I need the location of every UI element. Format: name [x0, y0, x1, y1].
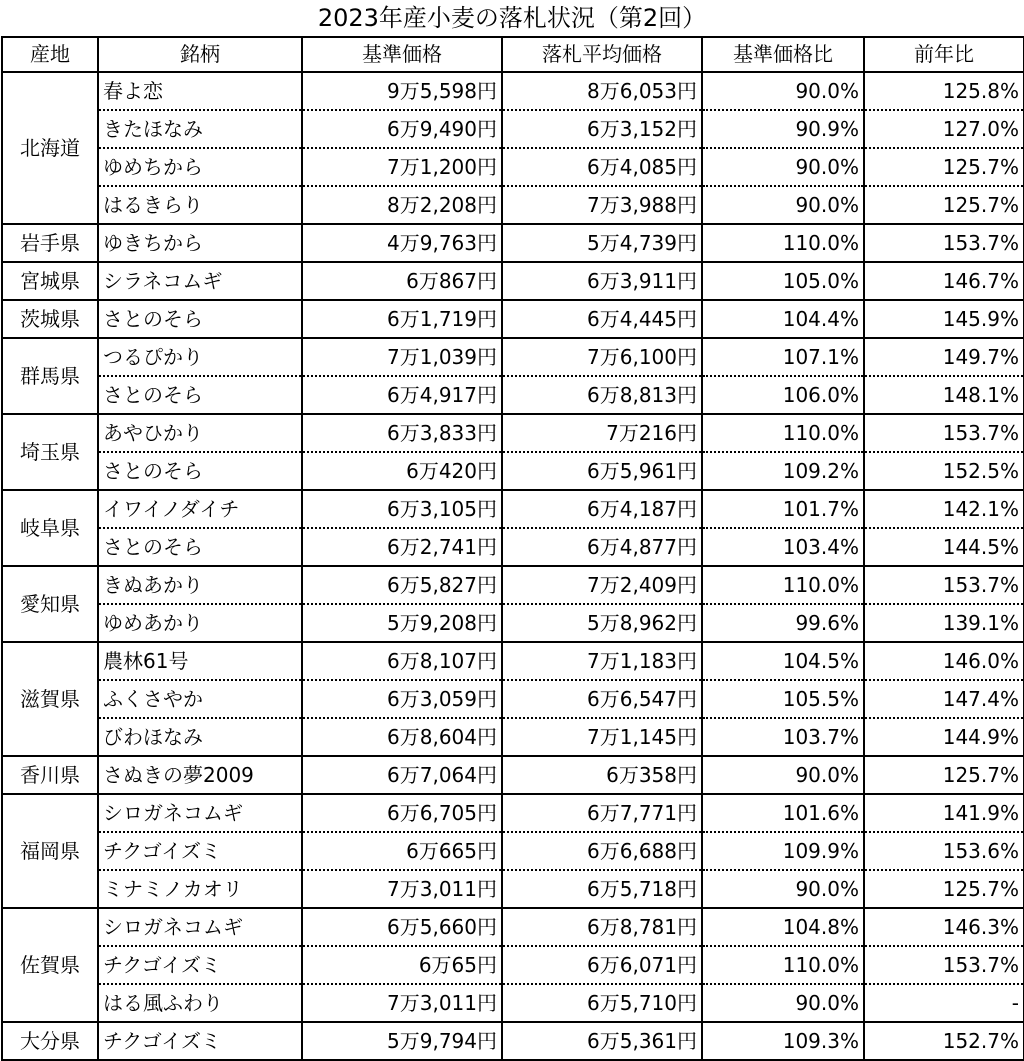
- brand-cell: きたほなみ: [98, 110, 302, 148]
- table-row: [2, 946, 1024, 984]
- table-row: [2, 794, 1024, 832]
- avg-price-cell: 6万8,813円: [502, 376, 702, 414]
- base-ratio-cell: 90.0%: [702, 870, 864, 908]
- base-price-cell: 6万3,833円: [302, 414, 502, 452]
- header-avg-price: 落札平均価格: [502, 37, 702, 72]
- table-row: [2, 186, 1024, 224]
- table-row: [2, 718, 1024, 756]
- table-row: [2, 224, 1024, 262]
- prefecture-cell: 埼玉県: [2, 414, 98, 490]
- base-price-cell: 6万7,064円: [302, 756, 502, 794]
- header-prefecture: 産地: [2, 37, 98, 72]
- base-ratio-cell: 90.0%: [702, 72, 864, 110]
- yoy-cell: 144.9%: [864, 718, 1024, 756]
- brand-cell: つるぴかり: [98, 338, 302, 376]
- table-row: [2, 110, 1024, 148]
- base-ratio-cell: 110.0%: [702, 946, 864, 984]
- table-row: [2, 1022, 1024, 1060]
- brand-cell: 春よ恋: [98, 72, 302, 110]
- table-body: [2, 72, 1024, 1060]
- base-price-cell: 6万5,660円: [302, 908, 502, 946]
- base-price-cell: 6万3,059円: [302, 680, 502, 718]
- brand-cell: はる風ふわり: [98, 984, 302, 1022]
- prefecture-cell: 岩手県: [2, 224, 98, 262]
- table-row: [2, 376, 1024, 414]
- brand-cell: シラネコムギ: [98, 262, 302, 300]
- table-row: [2, 756, 1024, 794]
- brand-cell: ふくさやか: [98, 680, 302, 718]
- prefecture-cell: 福岡県: [2, 794, 98, 908]
- brand-cell: ミナミノカオリ: [98, 870, 302, 908]
- yoy-cell: 152.5%: [864, 452, 1024, 490]
- table-row: [2, 414, 1024, 452]
- prefecture-cell: 岐阜県: [2, 490, 98, 566]
- base-ratio-cell: 109.9%: [702, 832, 864, 870]
- base-ratio-cell: 103.7%: [702, 718, 864, 756]
- brand-cell: チクゴイズミ: [98, 832, 302, 870]
- base-ratio-cell: 90.0%: [702, 756, 864, 794]
- avg-price-cell: 6万3,152円: [502, 110, 702, 148]
- yoy-cell: 127.0%: [864, 110, 1024, 148]
- base-ratio-cell: 101.7%: [702, 490, 864, 528]
- brand-cell: あやひかり: [98, 414, 302, 452]
- table-row: [2, 870, 1024, 908]
- avg-price-cell: 5万8,962円: [502, 604, 702, 642]
- table-row: [2, 604, 1024, 642]
- table-row: [2, 566, 1024, 604]
- base-price-cell: 6万8,604円: [302, 718, 502, 756]
- yoy-cell: 142.1%: [864, 490, 1024, 528]
- base-price-cell: 7万1,039円: [302, 338, 502, 376]
- base-price-cell: 6万665円: [302, 832, 502, 870]
- base-ratio-cell: 101.6%: [702, 794, 864, 832]
- brand-cell: さぬきの夢2009: [98, 756, 302, 794]
- avg-price-cell: 7万216円: [502, 414, 702, 452]
- avg-price-cell: 6万8,781円: [502, 908, 702, 946]
- table-row: [2, 148, 1024, 186]
- yoy-cell: 125.7%: [864, 756, 1024, 794]
- base-price-cell: 6万9,490円: [302, 110, 502, 148]
- yoy-cell: 125.7%: [864, 186, 1024, 224]
- base-ratio-cell: 105.5%: [702, 680, 864, 718]
- brand-cell: ゆきちから: [98, 224, 302, 262]
- brand-cell: シロガネコムギ: [98, 794, 302, 832]
- yoy-cell: 153.6%: [864, 832, 1024, 870]
- base-ratio-cell: 90.0%: [702, 148, 864, 186]
- header-yoy: 前年比: [864, 37, 1024, 72]
- avg-price-cell: 6万5,710円: [502, 984, 702, 1022]
- avg-price-cell: 6万5,718円: [502, 870, 702, 908]
- wheat-bid-table: [1, 36, 1024, 1061]
- yoy-cell: 152.7%: [864, 1022, 1024, 1060]
- base-ratio-cell: 90.0%: [702, 186, 864, 224]
- prefecture-cell: 愛知県: [2, 566, 98, 642]
- prefecture-cell: 滋賀県: [2, 642, 98, 756]
- yoy-cell: 148.1%: [864, 376, 1024, 414]
- table-row: [2, 908, 1024, 946]
- avg-price-cell: 6万5,961円: [502, 452, 702, 490]
- base-ratio-cell: 104.5%: [702, 642, 864, 680]
- avg-price-cell: 7万1,183円: [502, 642, 702, 680]
- base-ratio-cell: 104.4%: [702, 300, 864, 338]
- base-ratio-cell: 105.0%: [702, 262, 864, 300]
- avg-price-cell: 7万1,145円: [502, 718, 702, 756]
- base-ratio-cell: 109.2%: [702, 452, 864, 490]
- yoy-cell: 139.1%: [864, 604, 1024, 642]
- base-price-cell: 7万3,011円: [302, 870, 502, 908]
- base-ratio-cell: 106.0%: [702, 376, 864, 414]
- base-ratio-cell: 110.0%: [702, 566, 864, 604]
- avg-price-cell: 6万7,771円: [502, 794, 702, 832]
- base-price-cell: 6万8,107円: [302, 642, 502, 680]
- yoy-cell: 146.3%: [864, 908, 1024, 946]
- base-price-cell: 6万65円: [302, 946, 502, 984]
- yoy-cell: 153.7%: [864, 414, 1024, 452]
- header-base-price: 基準価格: [302, 37, 502, 72]
- brand-cell: さとのそら: [98, 452, 302, 490]
- table-row: [2, 490, 1024, 528]
- base-price-cell: 5万9,794円: [302, 1022, 502, 1060]
- avg-price-cell: 6万4,085円: [502, 148, 702, 186]
- prefecture-cell: 佐賀県: [2, 908, 98, 1022]
- base-price-cell: 4万9,763円: [302, 224, 502, 262]
- table-row: [2, 984, 1024, 1022]
- table-row: [2, 642, 1024, 680]
- table-row: [2, 300, 1024, 338]
- base-price-cell: 7万1,200円: [302, 148, 502, 186]
- yoy-cell: 153.7%: [864, 224, 1024, 262]
- brand-cell: 農林61号: [98, 642, 302, 680]
- base-ratio-cell: 90.0%: [702, 984, 864, 1022]
- brand-cell: さとのそら: [98, 528, 302, 566]
- avg-price-cell: 6万4,877円: [502, 528, 702, 566]
- yoy-cell: 146.7%: [864, 262, 1024, 300]
- avg-price-cell: 8万6,053円: [502, 72, 702, 110]
- header-brand: 銘柄: [98, 37, 302, 72]
- yoy-cell: 125.8%: [864, 72, 1024, 110]
- base-ratio-cell: 107.1%: [702, 338, 864, 376]
- yoy-cell: 125.7%: [864, 870, 1024, 908]
- prefecture-cell: 宮城県: [2, 262, 98, 300]
- base-price-cell: 6万1,719円: [302, 300, 502, 338]
- brand-cell: ゆめあかり: [98, 604, 302, 642]
- yoy-cell: 153.7%: [864, 946, 1024, 984]
- yoy-cell: 149.7%: [864, 338, 1024, 376]
- avg-price-cell: 6万4,445円: [502, 300, 702, 338]
- base-ratio-cell: 103.4%: [702, 528, 864, 566]
- table-row: [2, 528, 1024, 566]
- base-ratio-cell: 90.9%: [702, 110, 864, 148]
- header-row: [2, 37, 1024, 72]
- avg-price-cell: 6万6,688円: [502, 832, 702, 870]
- table-row: [2, 338, 1024, 376]
- avg-price-cell: 6万5,361円: [502, 1022, 702, 1060]
- yoy-cell: 145.9%: [864, 300, 1024, 338]
- brand-cell: きぬあかり: [98, 566, 302, 604]
- brand-cell: チクゴイズミ: [98, 1022, 302, 1060]
- prefecture-cell: 大分県: [2, 1022, 98, 1060]
- base-price-cell: 6万4,917円: [302, 376, 502, 414]
- base-price-cell: 6万867円: [302, 262, 502, 300]
- prefecture-cell: 北海道: [2, 72, 98, 224]
- brand-cell: はるきらり: [98, 186, 302, 224]
- page-title: 2023年産小麦の落札状況（第2回）: [317, 4, 707, 32]
- base-price-cell: 6万6,705円: [302, 794, 502, 832]
- prefecture-cell: 茨城県: [2, 300, 98, 338]
- brand-cell: ゆめちから: [98, 148, 302, 186]
- base-price-cell: 9万5,598円: [302, 72, 502, 110]
- yoy-cell: 153.7%: [864, 566, 1024, 604]
- table-row: [2, 452, 1024, 490]
- base-ratio-cell: 110.0%: [702, 414, 864, 452]
- avg-price-cell: 6万3,911円: [502, 262, 702, 300]
- yoy-cell: -: [864, 984, 1024, 1022]
- base-price-cell: 6万3,105円: [302, 490, 502, 528]
- base-ratio-cell: 109.3%: [702, 1022, 864, 1060]
- avg-price-cell: 5万4,739円: [502, 224, 702, 262]
- prefecture-cell: 香川県: [2, 756, 98, 794]
- brand-cell: イワイノダイチ: [98, 490, 302, 528]
- brand-cell: びわほなみ: [98, 718, 302, 756]
- base-ratio-cell: 110.0%: [702, 224, 864, 262]
- base-price-cell: 6万2,741円: [302, 528, 502, 566]
- avg-price-cell: 6万6,071円: [502, 946, 702, 984]
- yoy-cell: 141.9%: [864, 794, 1024, 832]
- table-row: [2, 72, 1024, 110]
- yoy-cell: 125.7%: [864, 148, 1024, 186]
- brand-cell: チクゴイズミ: [98, 946, 302, 984]
- avg-price-cell: 7万3,988円: [502, 186, 702, 224]
- prefecture-cell: 群馬県: [2, 338, 98, 414]
- base-ratio-cell: 99.6%: [702, 604, 864, 642]
- yoy-cell: 146.0%: [864, 642, 1024, 680]
- base-price-cell: 7万3,011円: [302, 984, 502, 1022]
- header-base-ratio: 基準価格比: [702, 37, 864, 72]
- avg-price-cell: 7万6,100円: [502, 338, 702, 376]
- brand-cell: さとのそら: [98, 376, 302, 414]
- yoy-cell: 147.4%: [864, 680, 1024, 718]
- table-row: [2, 680, 1024, 718]
- base-ratio-cell: 104.8%: [702, 908, 864, 946]
- avg-price-cell: 6万6,547円: [502, 680, 702, 718]
- table-row: [2, 262, 1024, 300]
- avg-price-cell: 6万4,187円: [502, 490, 702, 528]
- table-row: [2, 832, 1024, 870]
- base-price-cell: 6万5,827円: [302, 566, 502, 604]
- brand-cell: さとのそら: [98, 300, 302, 338]
- yoy-cell: 144.5%: [864, 528, 1024, 566]
- base-price-cell: 6万420円: [302, 452, 502, 490]
- base-price-cell: 5万9,208円: [302, 604, 502, 642]
- base-price-cell: 8万2,208円: [302, 186, 502, 224]
- avg-price-cell: 6万358円: [502, 756, 702, 794]
- avg-price-cell: 7万2,409円: [502, 566, 702, 604]
- brand-cell: シロガネコムギ: [98, 908, 302, 946]
